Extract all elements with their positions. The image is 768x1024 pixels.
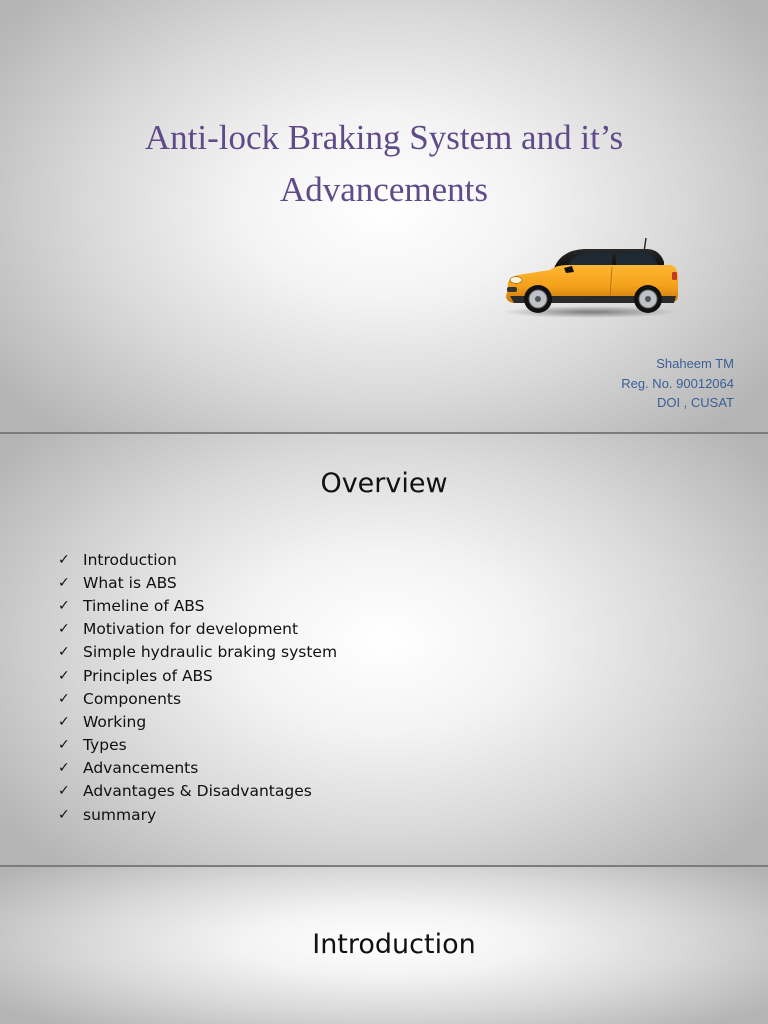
list-item-label: What is ABS [83,573,177,592]
list-item [58,664,337,687]
check-icon: ✓ [58,574,70,591]
overview-list [58,548,337,826]
check-icon: ✓ [58,737,70,754]
list-item [58,641,337,664]
list-item-label: Motivation for development [83,620,299,639]
list-item [58,618,337,641]
list-item-label: Principles of ABS [83,666,213,685]
list-item-label: Introduction [83,550,177,569]
author-name: Shaheem TM [656,356,734,371]
list-item [58,710,337,733]
introduction-slide [0,867,768,1024]
presentation-title [60,112,708,216]
list-item [58,734,337,757]
list-item [58,548,337,571]
check-icon: ✓ [58,621,70,638]
list-item [58,757,337,780]
overview-slide [0,434,768,865]
list-item-label: Advantages & Disadvantages [83,782,312,801]
title-slide [0,0,768,432]
check-icon: ✓ [58,713,70,730]
check-icon: ✓ [58,551,70,568]
check-icon: ✓ [58,644,70,661]
list-item-label: Simple hydraulic braking system [83,643,338,662]
list-item [58,594,337,617]
list-item-label: Advancements [83,759,199,778]
introduction-title: Introduction [312,929,476,960]
check-icon: ✓ [58,783,70,800]
car-image [498,232,684,324]
list-item [58,803,337,826]
title-line-1: Anti-lock Braking System and it’s [144,118,624,157]
registration-number: Reg. No. 90012064 [621,375,734,391]
check-icon: ✓ [58,597,70,614]
list-item-label: Timeline of ABS [83,596,205,615]
check-icon: ✓ [58,760,70,777]
list-item [58,780,337,803]
list-item-label: Components [83,689,182,708]
department: DOI , CUSAT [656,395,734,410]
check-icon: ✓ [58,667,70,684]
title-line-2: Advancements [280,170,488,209]
list-item-label: Working [83,712,147,731]
author-info [621,354,734,413]
list-item-label: Types [83,736,127,755]
check-icon: ✓ [58,806,70,823]
list-item-label: summary [83,805,157,824]
list-item [58,571,337,594]
check-icon: ✓ [58,690,70,707]
list-item [58,687,337,710]
overview-title: Overview [320,468,448,499]
